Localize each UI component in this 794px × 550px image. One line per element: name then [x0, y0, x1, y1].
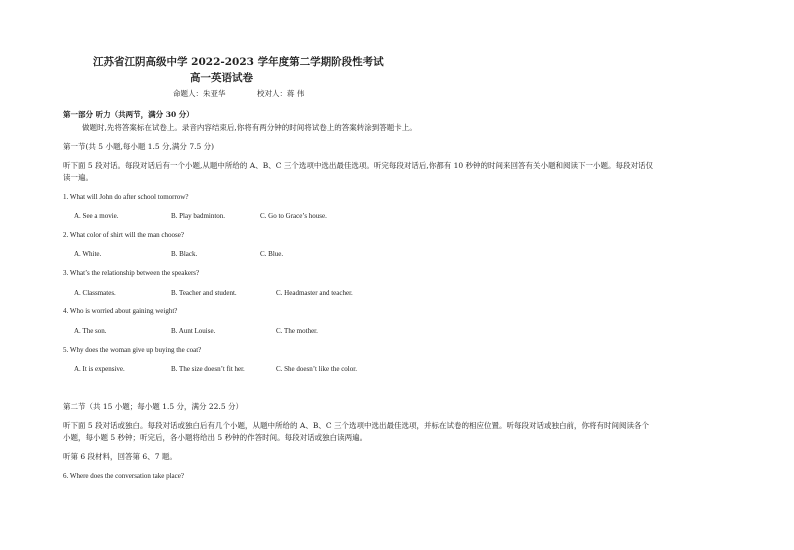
- question-5-option-c: C. She doesn’t like the color.: [276, 365, 357, 373]
- question-1-option-a: A. See a movie.: [74, 212, 119, 220]
- section1-heading: 第一节(共 5 小题,每小题 1.5 分,满分 7.5 分): [63, 142, 215, 151]
- question-6: 6. Where does the conversation take place?: [63, 472, 184, 480]
- question-2-option-c: C. Blue.: [260, 250, 284, 258]
- question-1: 1. What will John do after school tomorrow?: [63, 193, 189, 201]
- question-2-option-a: A. White.: [74, 250, 102, 258]
- question-2-option-b: B. Black.: [171, 250, 198, 258]
- question-3-option-c: C. Headmaster and teacher.: [276, 289, 353, 297]
- section1-instruction-line2: 读一遍。: [63, 173, 93, 182]
- section2-instruction-line2: 小题，每小题 5 秒钟；听完后，各小题将给出 5 秒钟的作答时间。每段对话或独白读两遍。: [63, 433, 368, 442]
- question-1-option-b: B. Play badminton.: [171, 212, 226, 220]
- question-3-option-b: B. Teacher and student.: [171, 289, 237, 297]
- question-3: 3. What’s the relationship between the speakers?: [63, 269, 200, 277]
- question-1-option-c: C. Go to Grace’s house.: [260, 212, 327, 220]
- section2-instruction-line1: 听下面 5 段对话或独白。每段对话或独白后有几个小题，从题中所给的 A、B、C 三个选项中选出最佳选项，并标在试卷的相应位置。听每段对话或独白前，你将有时间阅读各个: [63, 421, 649, 430]
- section2-material: 听第 6 段材料，回答第 6、7 题。: [63, 452, 177, 461]
- question-2: 2. What color of shirt will the man choose?: [63, 231, 184, 239]
- part1-note: 做题时,先将答案标在试卷上。录音内容结束后,你将有两分钟的时间将试卷上的答案转涂到答题卡上。: [82, 123, 417, 132]
- exam-title: 江苏省江阴高级中学 2022-2023 学年度第二学期阶段性考试: [93, 56, 384, 68]
- question-5-option-b: B. The size doesn’t fit her.: [171, 365, 245, 373]
- question-5: 5. Why does the woman give up buying the coat?: [63, 346, 202, 354]
- question-4-option-c: C. The mother.: [276, 327, 318, 335]
- question-5-option-a: A. It is expensive.: [74, 365, 125, 373]
- reviewer-line: 校对人：蒋 伟: [257, 89, 305, 98]
- question-4-option-b: B. Aunt Louise.: [171, 327, 216, 335]
- question-3-option-a: A. Classmates.: [74, 289, 116, 297]
- part1-heading: 第一部分 听力（共两节，满分 30 分）: [63, 110, 194, 119]
- section1-instruction-line1: 听下面 5 段对话。每段对话后有一个小题,从题中所给的 A、B、C 三个选项中选出最佳选项。听完每段对话后,你都有 10 秒钟的时间来回答有关小题和阅读下一小题。每段对话仅: [63, 161, 654, 170]
- section2-heading: 第二节（共 15 小题；每小题 1.5 分，满分 22.5 分）: [63, 402, 243, 411]
- question-4-option-a: A. The son.: [74, 327, 107, 335]
- exam-subtitle: 高一英语试卷: [190, 72, 253, 84]
- question-4: 4. Who is worried about gaining weight?: [63, 307, 178, 315]
- author-line: 命题人：朱亚华: [173, 89, 226, 98]
